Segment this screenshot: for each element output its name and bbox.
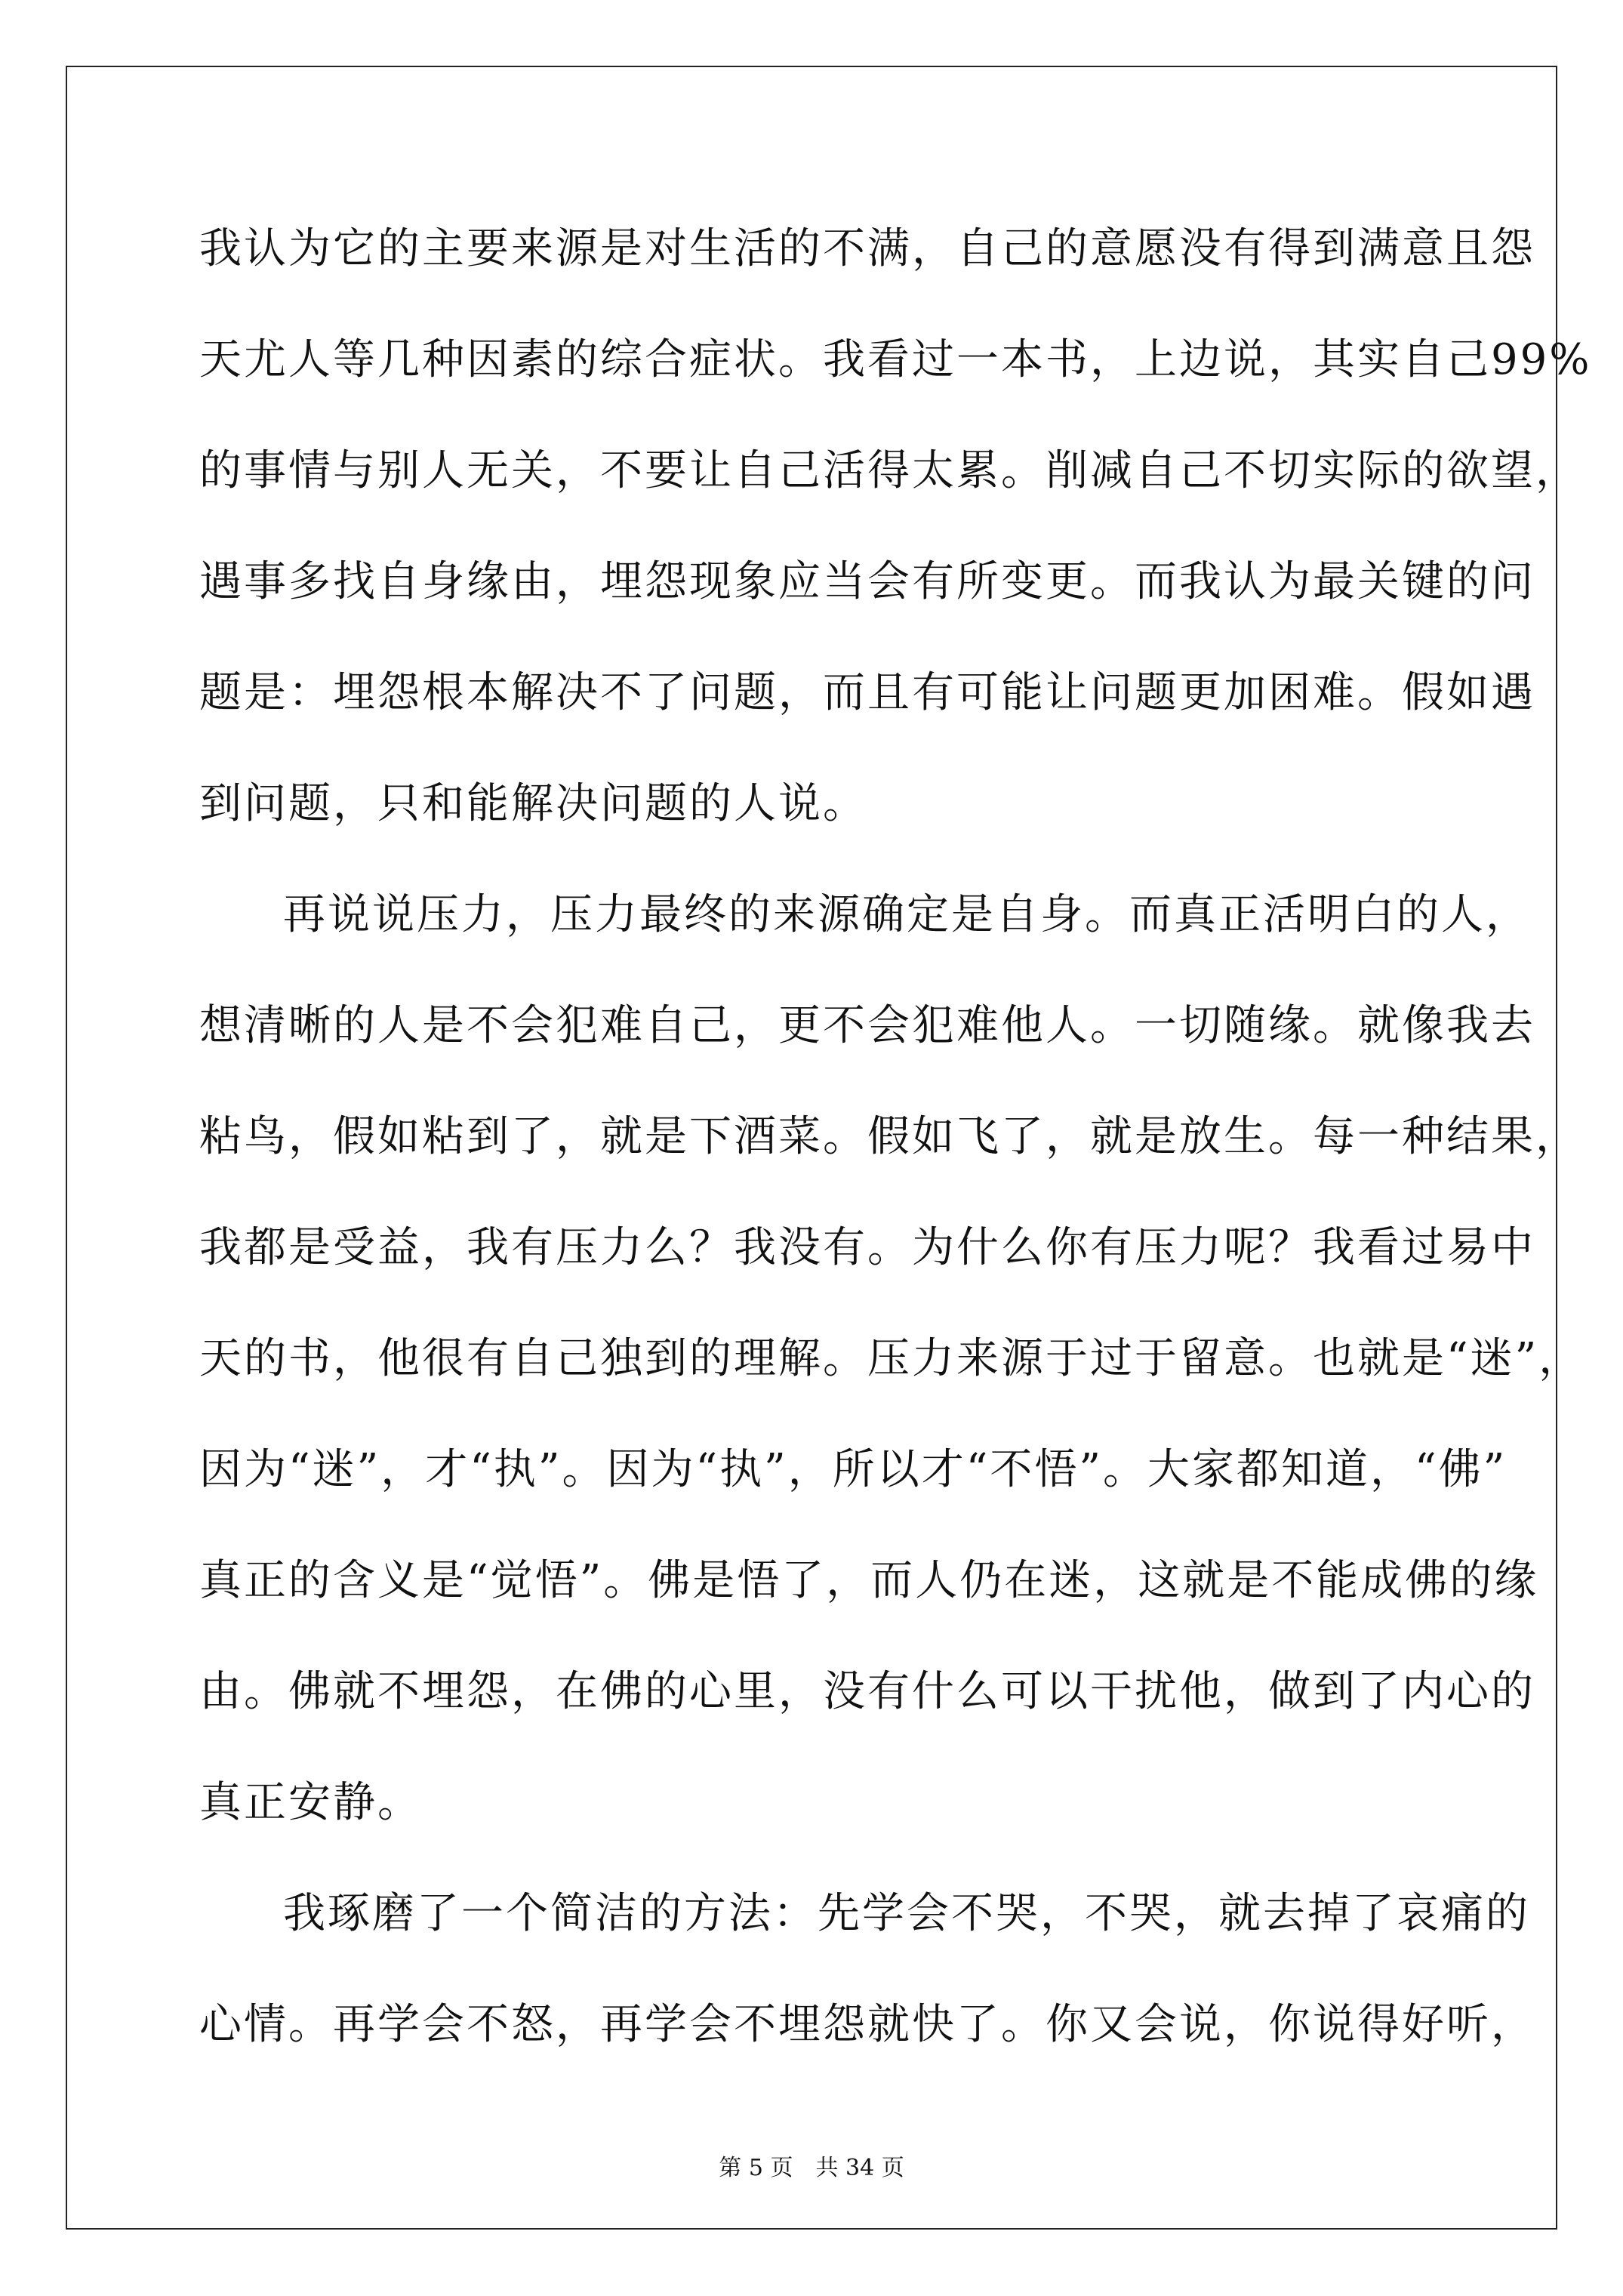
- paragraph-line: 天尤人等几种因素的综合症状。我看过一本书，上边说，其实自己99%: [199, 335, 1592, 384]
- paragraph-line: 想清晰的人是不会犯难自己，更不会犯难他人。一切随缘。就像我去: [199, 1001, 1535, 1050]
- paragraph-line: 题是：埋怨根本解决不了问题，而且有可能让问题更加困难。假如遇: [199, 668, 1535, 717]
- paragraph-line: 天的书，他很有自己独到的理解。压力来源于过于留意。也就是“迷”，: [199, 1334, 1584, 1383]
- paragraph-line: 真正安静。: [199, 1778, 422, 1827]
- paragraph-line: 因为“迷”，才“执”。因为“执”，所以才“不悟”。大家都知道，“佛”: [199, 1445, 1508, 1494]
- paragraph-line: 真正的含义是“觉悟”。佛是悟了，而人仍在迷，这就是不能成佛的缘: [199, 1556, 1539, 1605]
- paragraph-line: 我都是受益，我有压力么？我没有。为什么你有压力呢？我看过易中: [199, 1223, 1535, 1272]
- paragraph-line: 由。佛就不埋怨，在佛的心里，没有什么可以干扰他，做到了内心的: [199, 1667, 1535, 1716]
- paragraph-line: 我琢磨了一个简洁的方法：先学会不哭，不哭，就去掉了哀痛的: [283, 1889, 1530, 1938]
- paragraph-line: 遇事多找自身缘由，埋怨现象应当会有所变更。而我认为最关键的问: [199, 557, 1535, 606]
- page-number-footer: 第 5 页 共 34 页: [719, 2155, 904, 2181]
- paragraph-line: 我认为它的主要来源是对生活的不满，自己的意愿没有得到满意且怨: [199, 224, 1535, 273]
- paragraph-line: 粘鸟，假如粘到了，就是下酒菜。假如飞了，就是放生。每一种结果，: [199, 1112, 1580, 1161]
- paragraph-line: 心情。再学会不怒，再学会不埋怨就快了。你又会说，你说得好听，: [199, 2000, 1535, 2049]
- paragraph-line: 再说说压力，压力最终的来源确定是自身。而真正活明白的人，: [283, 890, 1530, 939]
- paragraph-line: 的事情与别人无关，不要让自己活得太累。削减自己不切实际的欲望，: [199, 446, 1580, 495]
- paragraph-line: 到问题，只和能解决问题的人说。: [199, 779, 867, 828]
